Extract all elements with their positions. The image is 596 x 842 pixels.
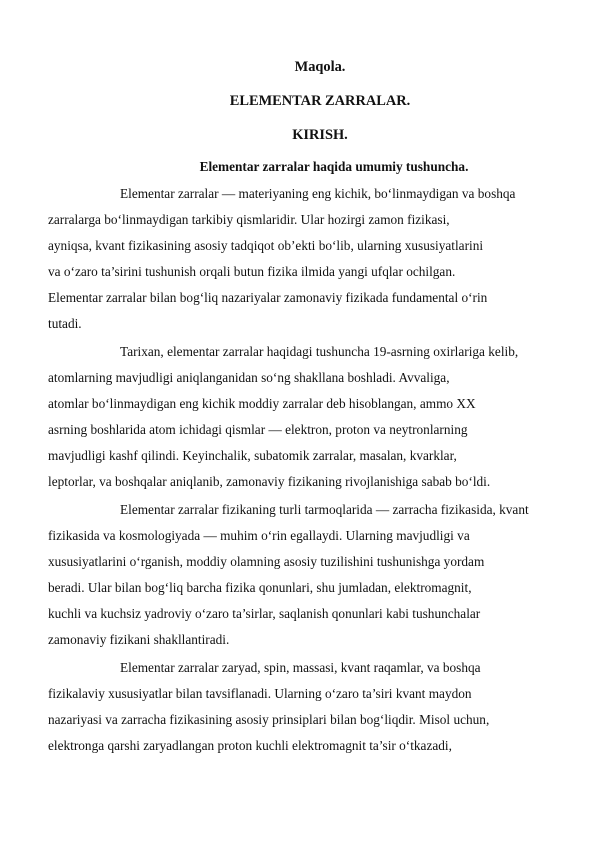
paragraph-2: [48, 339, 556, 495]
text-line: nazariyasi va zarracha fizikasining asosiy prinsiplari bilan bog‘liqdir. Misol uchun,: [48, 712, 490, 727]
text-line: Elementar zarralar — materiyaning eng kichik, bo‘linmaydigan va boshqa: [120, 186, 516, 201]
subsection-heading: Elementar zarralar haqida umumiy tushuncha.: [199, 159, 469, 174]
document-label: Maqola.: [294, 59, 346, 75]
paragraph-3: [48, 497, 556, 653]
text-line: leptorlar, va boshqalar aniqlanib, zamonaviy fizikaning rivojlanishiga sabab bo‘ldi.: [48, 474, 491, 489]
text-line: beradi. Ular bilan bog‘liq barcha fizika qonunlari, shu jumladan, elektromagnit,: [48, 580, 472, 595]
paragraph-1: [48, 181, 556, 337]
text-line: elektronga qarshi zaryadlangan proton kuchli elektromagnit ta’sir o‘tkazadi,: [48, 738, 452, 753]
text-line: Elementar zarralar fizikaning turli tarmoqlarida — zarracha fizikasida, kvant: [120, 502, 529, 517]
text-line: zamonaviy fizikani shakllantiradi.: [48, 632, 230, 647]
text-line: va o‘zaro ta’sirini tushunish orqali butun fizika ilmida yangi ufqlar ochilgan.: [48, 264, 456, 279]
text-line: fizikasida va kosmologiyada — muhim o‘rin egallaydi. Ularning mavjudligi va: [48, 528, 470, 543]
text-line: Elementar zarralar zaryad, spin, massasi, kvant raqamlar, va boshqa: [120, 660, 481, 675]
text-line: zarralarga bo‘linmaydigan tarkibiy qismlaridir. Ular hozirgi zamon fizikasi,: [48, 212, 450, 227]
text-line: mavjudligi kashf qilindi. Keyinchalik, subatomik zarralar, masalan, kvarklar,: [48, 448, 457, 463]
text-line: atomlarning mavjudligi aniqlanganidan so‘ng shakllana boshladi. Avvaliga,: [48, 370, 450, 385]
text-line: tutadi.: [48, 316, 82, 331]
text-line: ayniqsa, kvant fizikasining asosiy tadqiqot ob’ekti bo‘lib, ularning xususiyatlarini: [48, 238, 484, 253]
text-line: atomlar bo‘linmaydigan eng kichik moddiy zarralar deb hisoblangan, ammo XX: [48, 396, 476, 411]
text-line: asrning boshlarida atom ichidagi qismlar — elektron, proton va neytronlarning: [48, 422, 468, 437]
text-line: Elementar zarralar bilan bog‘liq nazariyalar zamonaviy fizikada fundamental o‘rin: [48, 290, 488, 305]
paragraph-4: [48, 655, 556, 759]
document-title: ELEMENTAR ZARRALAR.: [229, 93, 411, 109]
section-heading: KIRISH.: [292, 127, 348, 143]
text-line: kuchli va kuchsiz yadroviy o‘zaro ta’sirlar, saqlanish qonunlari kabi tushunchalar: [48, 606, 481, 621]
text-line: fizikalaviy xususiyatlar bilan tavsiflanadi. Ularning o‘zaro ta’siri kvant maydon: [48, 686, 472, 701]
text-line: Tarixan, elementar zarralar haqidagi tushuncha 19-asrning oxirlariga kelib,: [120, 344, 519, 359]
text-line: xususiyatlarini o‘rganish, moddiy olamning asosiy tuzilishini tushunishga yordam: [48, 554, 485, 569]
document-page: [48, 58, 556, 761]
